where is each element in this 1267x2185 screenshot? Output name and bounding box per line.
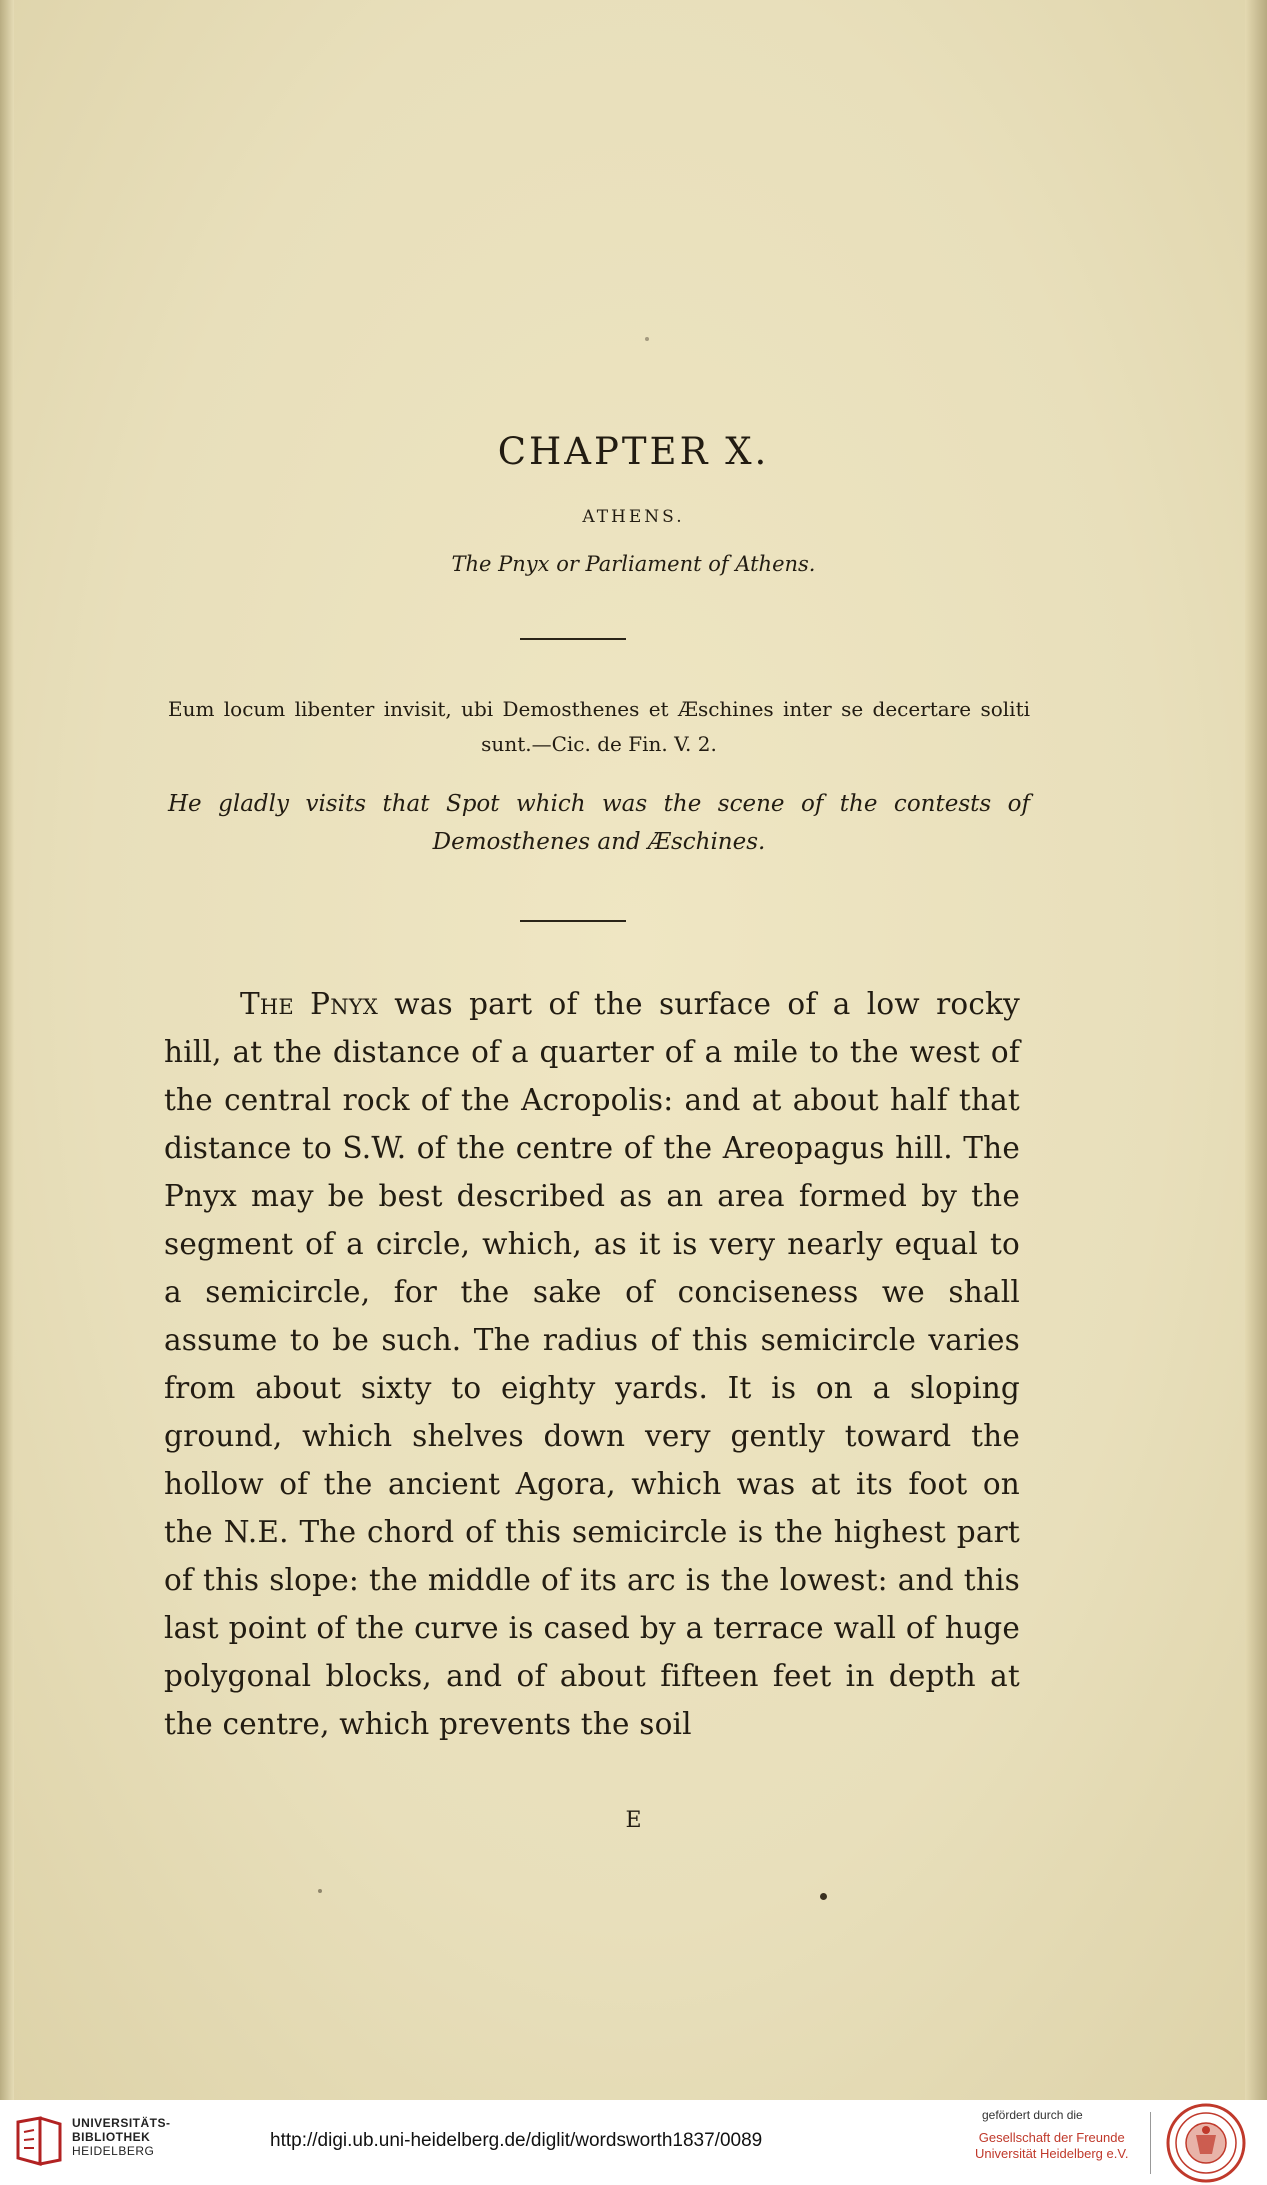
page-left-edge (0, 0, 14, 2100)
chapter-title: CHAPTER X. (497, 430, 770, 473)
permalink-url[interactable]: http://digi.ub.uni-heidelberg.de/diglit/wordsworth1837/0089 (270, 2130, 763, 2151)
chapter-subtitle: The Pnyx or Parliament of Athens. (451, 552, 816, 576)
signature-mark: E (625, 1808, 642, 1833)
divider-rule-bottom (520, 920, 626, 922)
epigraph-latin: Eum locum libenter invisit, ubi Demosthenes et Æschines inter se decertare soliti sunt.—Cic. de Fin. V. 2. (168, 697, 1030, 756)
epigraph-english: He gladly visits that Spot which was the scene of the contests of Demosthenes and Æschines. (168, 791, 1030, 855)
library-name (72, 2116, 171, 2158)
paragraph-text: was part of the surface of a low rocky hill, at the distance of a quarter of a mile to the west of the central rock of the Acropolis: and at about half that distance to S.W. of the centre of the Areopagus hill. The Pnyx may be best described as an area formed by the segment of a circle, which, as it is very nearly equal to a semicircle, for the sake of conciseness we shall assume to be such. The radius of this semicircle varies from about sixty to eighty yards. It is on a sloping ground, which shelves down very gently toward the hollow of the ancient Agora, which was at its foot on the N.E. The chord of this semicircle is the highest part of this slope: the middle of its arc is the lowest: and this last point of the curve is cased by a terrace wall of huge polygonal blocks, and of about fifteen feet in depth at the centre, which prevents the soil (164, 987, 1020, 1741)
sponsor-name-line: Universität Heidelberg e.V. (975, 2146, 1129, 2161)
library-logo-icon (10, 2112, 68, 2170)
ink-spot (318, 1889, 322, 1893)
body-paragraph (164, 980, 1020, 1748)
footer-divider (1150, 2112, 1151, 2174)
university-seal-icon (1165, 2102, 1247, 2184)
lead-in-smallcaps: The Pnyx (240, 987, 379, 1021)
library-name-line: HEIDELBERG (72, 2144, 155, 2158)
sponsor-name-line: Gesellschaft der Freunde (978, 2130, 1125, 2145)
library-name-line: BIBLIOTHEK (72, 2130, 151, 2144)
page-right-edge (1245, 0, 1267, 2100)
library-name-line: UNIVERSITÄTS- (72, 2116, 171, 2130)
body-text (164, 980, 1020, 1748)
sponsor-name (975, 2130, 1128, 2162)
ink-spot (820, 1893, 827, 1900)
divider-rule-top (520, 638, 626, 640)
sponsor-label: gefördert durch die (982, 2108, 1083, 2122)
section-label: ATHENS. (582, 507, 685, 527)
ink-spot (645, 337, 649, 341)
footer-bar (0, 2100, 1267, 2185)
